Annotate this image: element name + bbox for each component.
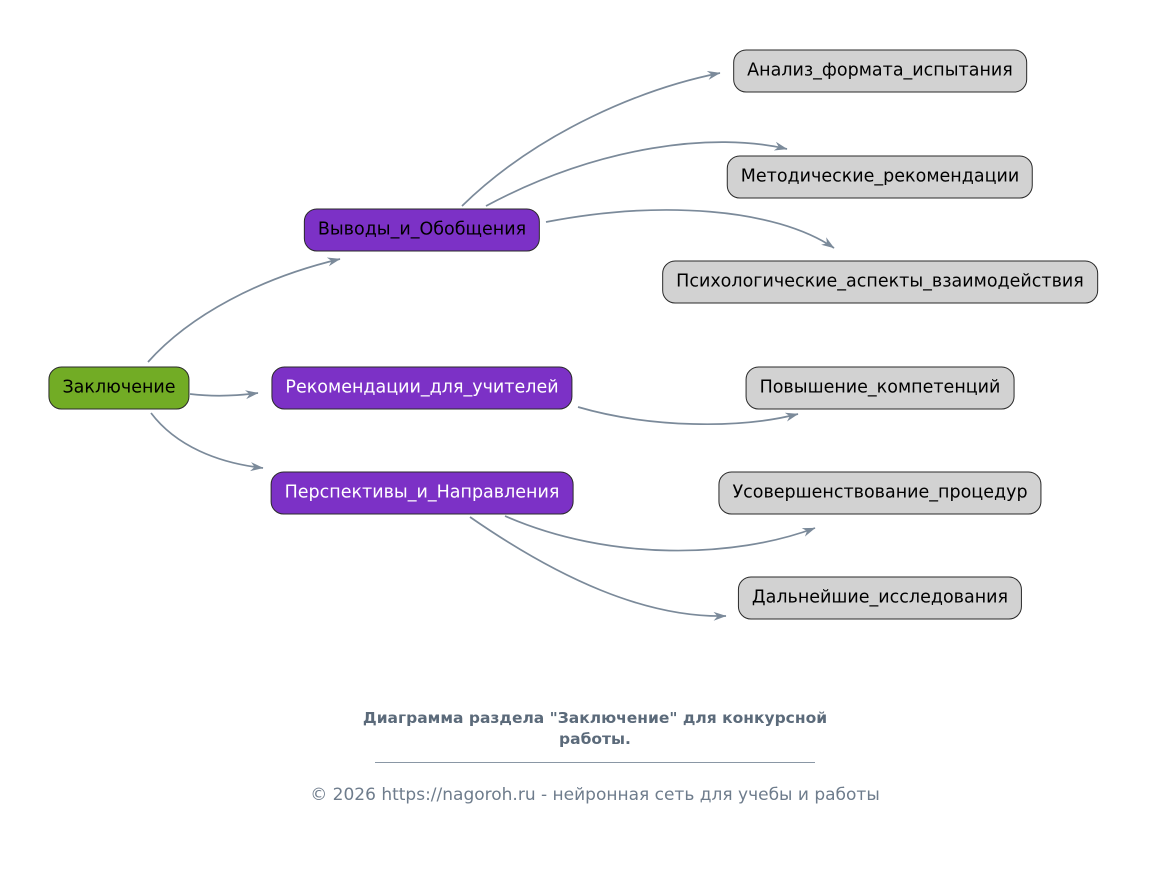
edge-vyvody-to-analiz (462, 73, 720, 206)
node-vyvody-i-obobscheniya: Выводы_и_Обобщения (304, 209, 540, 252)
node-root-zakliuchenie: Заключение (48, 367, 189, 410)
edge-perspektivy-to-dalneishie (470, 517, 726, 616)
node-analiz-formata-ispytaniya: Анализ_формата_испытания (733, 50, 1027, 93)
edge-root-to-perspektivy (151, 413, 263, 468)
node-perspektivy-i-napravleniya: Перспективы_и_Направления (271, 472, 574, 515)
node-povyshenie-kompetentsii: Повышение_компетенций (746, 367, 1015, 410)
caption-divider (375, 762, 815, 763)
edge-root-to-rekomendatsii (190, 393, 258, 396)
edge-root-to-vyvody (148, 259, 340, 362)
edge-rekomendatsii-to-povyshenie (578, 407, 798, 424)
node-metodicheskie-rekomendatsii: Методические_рекомендации (727, 156, 1033, 199)
node-dalneishie-issledovaniya: Дальнейшие_исследования (738, 577, 1022, 620)
edge-perspektivy-to-usovershenstvovanie (505, 516, 815, 551)
node-usovershenstvovanie-protsedur: Усовершенствование_процедур (718, 472, 1041, 515)
copyright-footer: © 2026 https://nagoroh.ru - нейронная сеть для учебы и работы (310, 785, 880, 805)
diagram-caption: Диаграмма раздела "Заключение" для конкурсной работы. (362, 709, 828, 748)
node-rekomendatsii-dlya-uchitelei: Рекомендации_для_учителей (271, 367, 572, 410)
node-psikhologicheskie-aspekty-vzaimodeistviya: Психологические_аспекты_взаимодействия (662, 261, 1098, 304)
edge-vyvody-to-psikhologicheskie (546, 210, 834, 248)
